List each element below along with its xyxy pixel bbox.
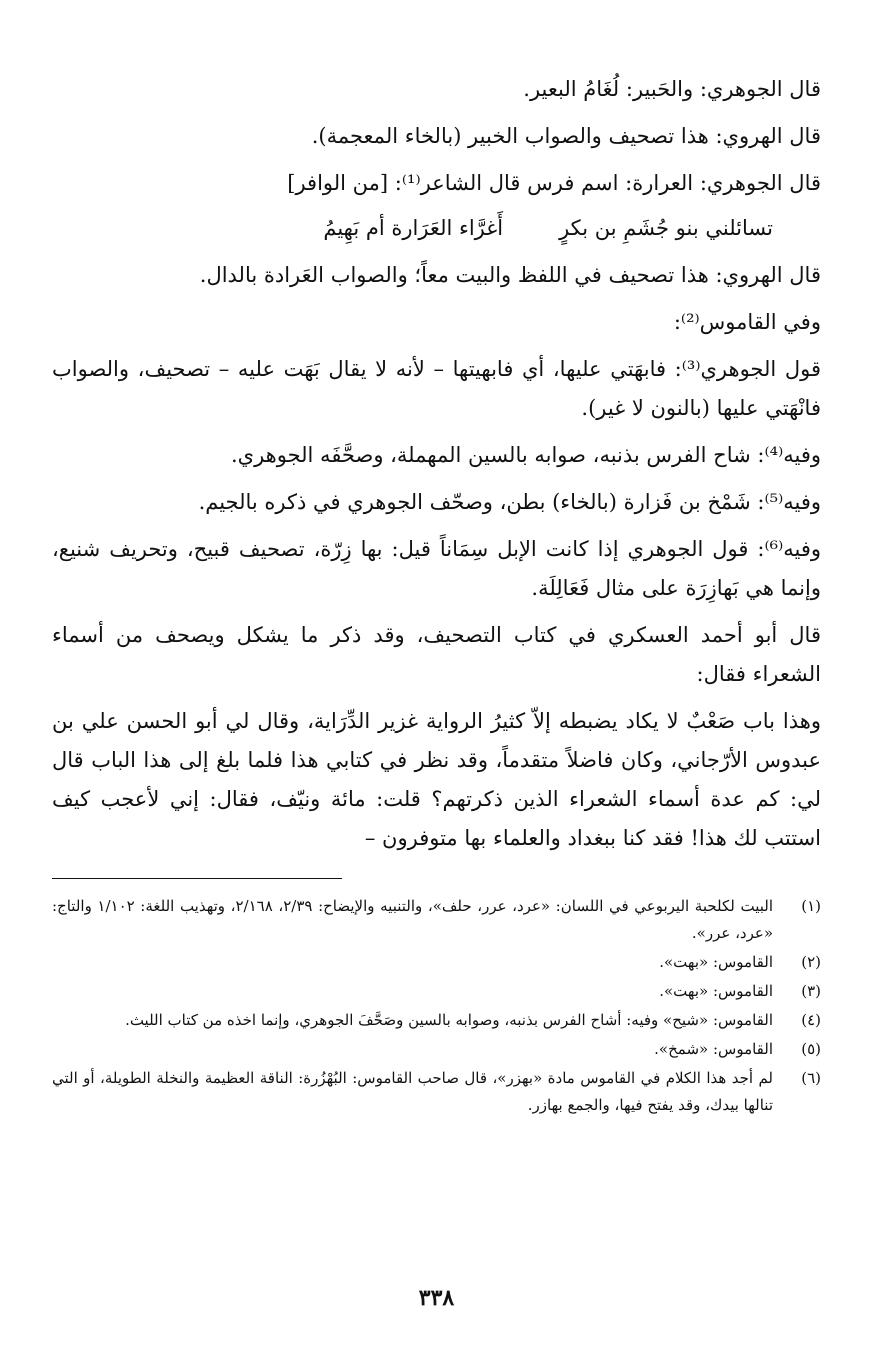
- verse-first-hemistich: تسائلني بنو جُشَمِ بن بكرٍ: [559, 216, 773, 240]
- footnote: [52, 893, 821, 947]
- poem-verse: [52, 209, 821, 248]
- footnote-number: (٣): [801, 982, 821, 1000]
- paragraph: قول الجوهري⁽³⁾: فابهَتي عليها، أي فابهيتها – لأنه لا يقال بَهَت عليه – تصحيف، والصواب فانْهَتي عليها (بالنون لا غير).: [52, 357, 821, 420]
- footnote-text: لم أجد هذا الكلام في القاموس مادة «بهزر»، قال صاحب القاموس: البُهْزُرة: الناقة العظيمة والنخلة الطويلة، أو التي تنالها بيدك، وقد يفتح فيها، والجمع بهازر.: [52, 1069, 773, 1114]
- footnote: [52, 1007, 821, 1034]
- footnote-text: البيت لكلحبة اليربوعي في اللسان: «عرد، عرر، حلف»، والتنبيه والإيضاح: ٢/٣٩، ٢/١٦٨، وتهذيب اللغة: ١/١٠٢ والتاج: «عرد، عرر».: [52, 897, 773, 942]
- paragraph: قال الهروي: هذا تصحيف والصواب الخبير (بالخاء المعجمة).: [311, 124, 821, 148]
- footnote-number: (٥): [801, 1040, 821, 1058]
- footnote-text: القاموس: «شيح» وفيه: أشاح الفرس بذنبه، وصوابه بالسين وصَحَّفَ الجوهري، وإنما اخذه من كتاب الليث.: [125, 1011, 773, 1029]
- paragraph: وفي القاموس⁽²⁾:: [673, 310, 821, 334]
- footnote-number: (٦): [801, 1069, 821, 1087]
- footnote: [52, 1065, 821, 1119]
- footnote: [52, 1036, 821, 1063]
- footnote-text: القاموس: «بهت».: [659, 982, 773, 1000]
- paragraph: وهذا باب صَعْبٌ لا يكاد يضبطه إلاّ كثيرُ الرواية غزير الدِّرَاية، وقال لي أبو الحسن علي بن عبدوس الأرّجاني، وكان فاضلاً متقدماً، وقد نظر في كتابي هذا فلما بلغ إلى هذا الباب قال لي: كم عدة أسماء الشعراء الذين ذكرتهم؟ قلت: مائة ونيّف، فقال: إني لأعجب كيف استتب لك هذا! فقد كنا ببغداد والعلماء بها متوفرون –: [52, 709, 821, 850]
- footnote-number: (١): [801, 897, 821, 915]
- footnote: [52, 978, 821, 1005]
- footnote: [52, 949, 821, 976]
- footnote-separator: [52, 878, 342, 879]
- paragraph: قال أبو أحمد العسكري في كتاب التصحيف، وقد ذكر ما يشكل ويصحف من أسماء الشعراء فقال:: [52, 623, 821, 686]
- paragraph: قال الهروي: هذا تصحيف في اللفظ والبيت معاً؛ والصواب العَرادة بالدال.: [199, 263, 821, 287]
- verse-second-hemistich: أَغرَّاء العَرَارة أم بَهِيمُ: [323, 216, 504, 240]
- paragraph: وفيه⁽⁶⁾: قول الجوهري إذا كانت الإبل سِمَاناً قيل: بها زِرّة، تصحيف قبيح، وتحريف شنيع، وإنما هي بَهازِرَة على مثال فَعَالِلَة.: [52, 537, 821, 600]
- page-number: ٣٣٨: [418, 1285, 455, 1311]
- footnote-number: (٤): [801, 1011, 821, 1029]
- paragraph: وفيه⁽⁴⁾: شاح الفرس بذنبه، صوابه بالسين المهملة، وصحَّفَه الجوهري.: [230, 443, 821, 467]
- footnote-text: القاموس: «بهت».: [659, 953, 773, 971]
- paragraph: قال الجوهري: والحَبير: لُغَامُ البعير.: [523, 77, 821, 101]
- paragraph: وفيه⁽⁵⁾: شَمْخ بن فَزارة (بالخاء) بطن، وصحّف الجوهري في ذكره بالجيم.: [198, 490, 821, 514]
- paragraph: قال الجوهري: العرارة: اسم فرس قال الشاعر⁽¹⁾: [من الوافر]: [287, 171, 821, 195]
- footnotes: [52, 893, 821, 1119]
- book-page: [52, 70, 821, 1347]
- footnote-number: (٢): [801, 953, 821, 971]
- main-text: [52, 70, 821, 858]
- footnote-text: القاموس: «شمخ».: [654, 1040, 773, 1058]
